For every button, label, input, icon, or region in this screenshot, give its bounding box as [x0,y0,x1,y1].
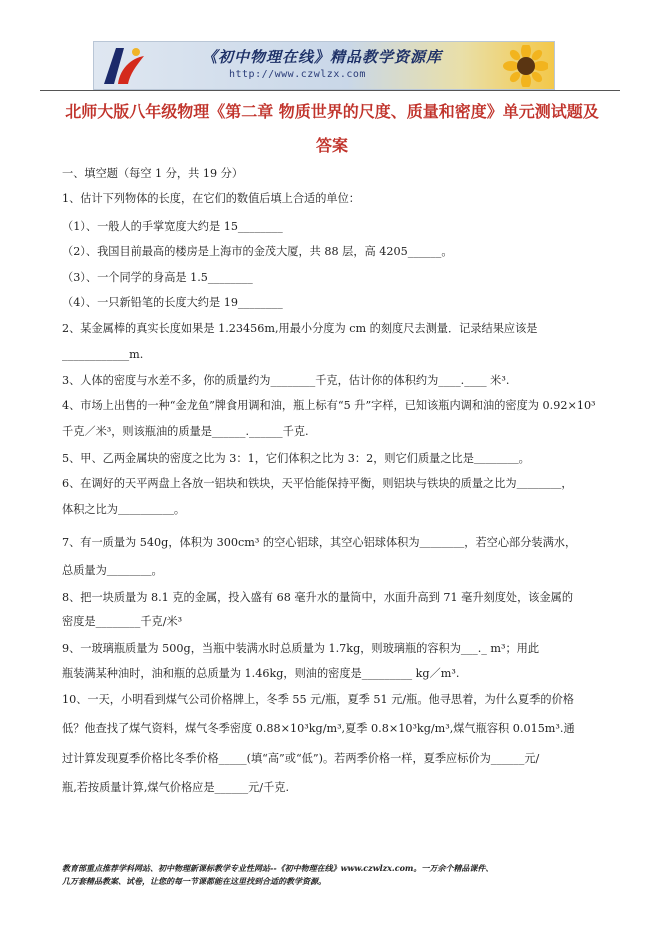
question-line: 密度是________千克/米³ [62,615,183,628]
question-line: （2）、我国目前最高的楼房是上海市的金茂大厦，共 88 层，高 4205______。 [62,245,453,258]
question-line: 4、市场上出售的一种“金龙鱼”牌食用调和油，瓶上标有“5 升”字样，已知该瓶内调和油的密度为 0.92×10³ [62,399,596,412]
question-line: 千克／米³，则该瓶油的质量是______.______千克. [62,425,309,438]
question-line: ____________m. [62,348,144,361]
question-line: （4）、一只新铅笔的长度大约是 19________ [62,296,283,309]
question-line: 瓶装满某种油时，油和瓶的总质量为 1.46kg，则油的密度是_________ kg／m³. [62,667,460,680]
footer-note [62,862,602,888]
question-line: 8、把一块质量为 8.1 克的金属，投入盛有 68 毫升水的量筒中，水面升高到 71 毫升刻度处，该金属的 [62,591,574,604]
question-line: （3）、一个同学的身高是 1.5________ [62,271,253,284]
question-line: 9、一玻璃瓶质量为 500g，当瓶中装满水时总质量为 1.7kg，则玻璃瓶的容积为___._ m³；用此 [62,642,540,655]
site-logo-icon [98,44,146,86]
header-banner [93,41,555,90]
question-line: 10、一天，小明看到煤气公司价格牌上，冬季 55 元/瓶，夏季 51 元/瓶。他寻思着，为什么夏季的价格 [62,693,574,706]
question-line: （1）、一般人的手掌宽度大约是 15________ [62,220,283,233]
question-line: 1、估计下列物体的长度，在它们的数值后填上合适的单位： [62,192,360,205]
question-line: 总质量为＿＿＿＿。 [62,564,163,577]
section-heading: 一、填空题（每空 1 分，共 19 分） [62,167,244,180]
doc-title-line-2: 答案 [315,136,348,155]
footer-line-2: 几万套精品教案、试卷，让您的每一节课都能在这里找到合适的教学资源。 [62,876,326,886]
question-line: 低？他查找了煤气资料，煤气冬季密度 0.88×10³kg/m³,夏季 0.8×10³kg/m³,煤气瓶容积 0.015m³.通 [62,722,575,735]
sunflower-icon [496,45,548,87]
question-line: 7、有一质量为 540g，体积为 300cm³ 的空心铝球，其空心铝球体积为＿＿＿＿，若空心部分装满水， [62,536,577,549]
question-line: 过计算发现夏季价格比冬季价格_____(填“高”或“低”)。若两季价格一样，夏季应标价为______元/ [62,752,540,765]
banner-title: 《初中物理在线》精品教学资源库 [202,48,443,66]
question-line: 5、甲、乙两金属块的密度之比为 3：1，它们体积之比为 3：2，则它们质量之比是＿＿＿＿。 [62,452,530,465]
question-line: 3、人体的密度与水差不多，你的质量约为________千克，估计你的体积约为____.____ 米³. [62,374,510,387]
question-line: 6、在调好的天平两盘上各放一铝块和铁块，天平恰能保持平衡，则铝块与铁块的质量之比为＿＿＿＿， [62,477,573,490]
doc-title-line-1: 北师大版八年级物理《第二章 物质世界的尺度、质量和密度》单元测试题及 [65,102,599,121]
footer-line-1: 教育部重点推荐学科网站、初中物理新课标教学专业性网站--《初中物理在线》www.czwlzx.com。一万余个精品课件、 [62,863,494,873]
question-line: 瓶,若按质量计算,煤气价格应是______元/千克. [62,781,290,794]
question-line: 2、某金属棒的真实长度如果是 1.23456m,用最小分度为 cm 的刻度尺去测量．记录结果应该是 [62,322,538,335]
banner-url[interactable]: http://www.czwlzx.com [229,69,366,80]
header-divider [40,90,620,91]
question-line: 体积之比为＿＿＿＿＿。 [62,503,186,516]
